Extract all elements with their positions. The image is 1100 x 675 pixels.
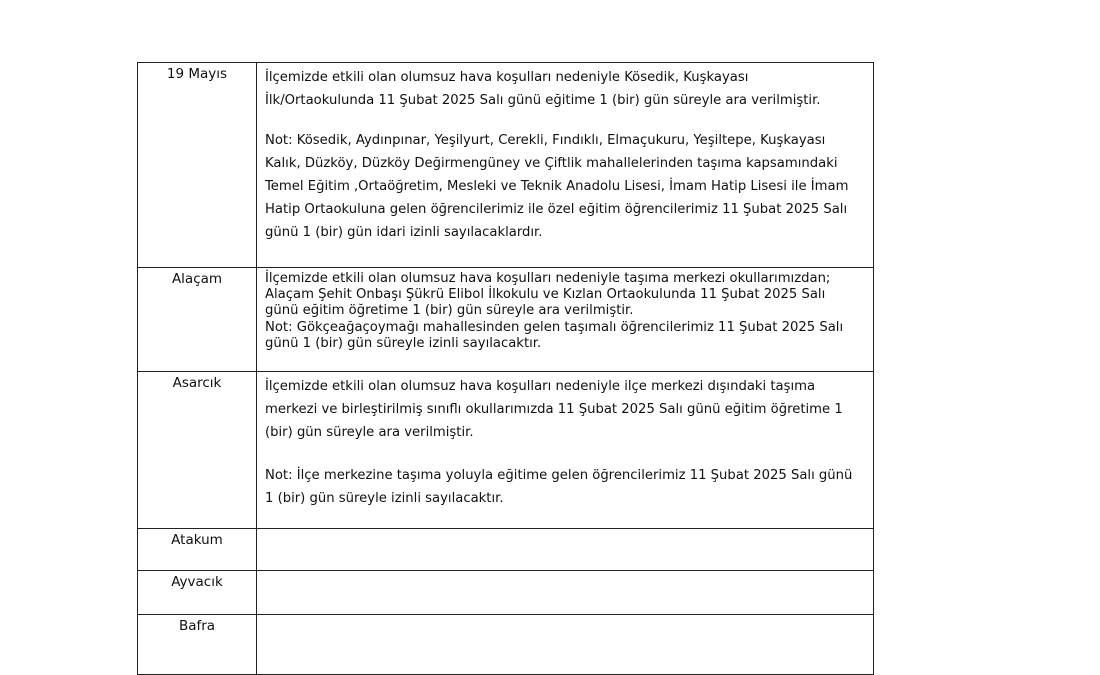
- text-line: 1 (bir) gün süreyle izinli sayılacaktır.: [265, 491, 504, 506]
- text-line: Kalık, Düzköy, Düzköy Değirmengüney ve Çiftlik mahallelerinden taşıma kapsamındaki: [265, 156, 838, 171]
- district-name: Alaçam: [138, 268, 257, 372]
- table-row: [138, 63, 874, 268]
- text-line: Not: İlçe merkezine taşıma yoluyla eğitime gelen öğrencilerimiz 11 Şubat 2025 Salı günü: [265, 468, 853, 483]
- table-row: [138, 372, 874, 529]
- text-line: İlçemizde etkili olan olumsuz hava koşulları nedeniyle Kösedik, Kuşkayası: [265, 70, 749, 85]
- text-line: Not: Kösedik, Aydınpınar, Yeşilyurt, Cerekli, Fındıklı, Elmaçukuru, Yeşiltepe, Kuşkayası: [265, 133, 826, 148]
- text-line: Temel Eğitim ,Ortaöğretim, Mesleki ve Teknik Anadolu Lisesi, İmam Hatip Lisesi ile İmam: [265, 179, 849, 194]
- text-line: Not: Gökçeağaçoymağı mahallesinden gelen taşımalı öğrencilerimiz 11 Şubat 2025 Salı: [265, 319, 844, 335]
- district-name: Asarcık: [138, 372, 257, 529]
- text-line: günü 1 (bir) gün süreyle izinli sayılacaktır.: [265, 335, 542, 351]
- text-line: günü 1 (bir) gün idari izinli sayılacaklardır.: [265, 225, 543, 240]
- announcement-text: [257, 63, 874, 268]
- text-line: günü eğitim öğretime 1 (bir) gün süreyle ara verilmiştir.: [265, 303, 634, 319]
- district-name: Bafra: [138, 615, 257, 675]
- table-row: [138, 571, 874, 615]
- text-line: İlk/Ortaokulunda 11 Şubat 2025 Salı günü eğitime 1 (bir) gün süreyle ara verilmiştir.: [265, 93, 821, 108]
- district-name: 19 Mayıs: [138, 63, 257, 268]
- district-name: Ayvacık: [138, 571, 257, 615]
- text-line: Alaçam Şehit Onbaşı Şükrü Elibol İlkokulu ve Kızlan Ortaokulunda 11 Şubat 2025 Salı: [265, 287, 826, 303]
- announcement-text: [257, 571, 874, 615]
- text-line: İlçemizde etkili olan olumsuz hava koşulları nedeniyle ilçe merkezi dışındaki taşıma: [265, 379, 816, 394]
- table-row: [138, 615, 874, 675]
- district-announcement-table: [137, 62, 874, 675]
- text-line: Hatip Ortaokuluna gelen öğrencilerimiz ile özel eğitim öğrencilerimiz 11 Şubat 2025 Salı: [265, 202, 848, 217]
- announcement-text: [257, 268, 874, 372]
- text-line: merkezi ve birleştirilmiş sınıflı okullarımızda 11 Şubat 2025 Salı günü eğitim öğretime 1: [265, 402, 843, 417]
- announcement-text: [257, 372, 874, 529]
- district-name: Atakum: [138, 529, 257, 571]
- text-line: İlçemizde etkili olan olumsuz hava koşulları nedeniyle taşıma merkezi okullarımızdan;: [265, 271, 831, 286]
- announcement-text: [257, 529, 874, 571]
- table-row: [138, 529, 874, 571]
- announcement-text: [257, 615, 874, 675]
- text-line: (bir) gün süreyle ara verilmiştir.: [265, 425, 474, 440]
- table-row: [138, 268, 874, 372]
